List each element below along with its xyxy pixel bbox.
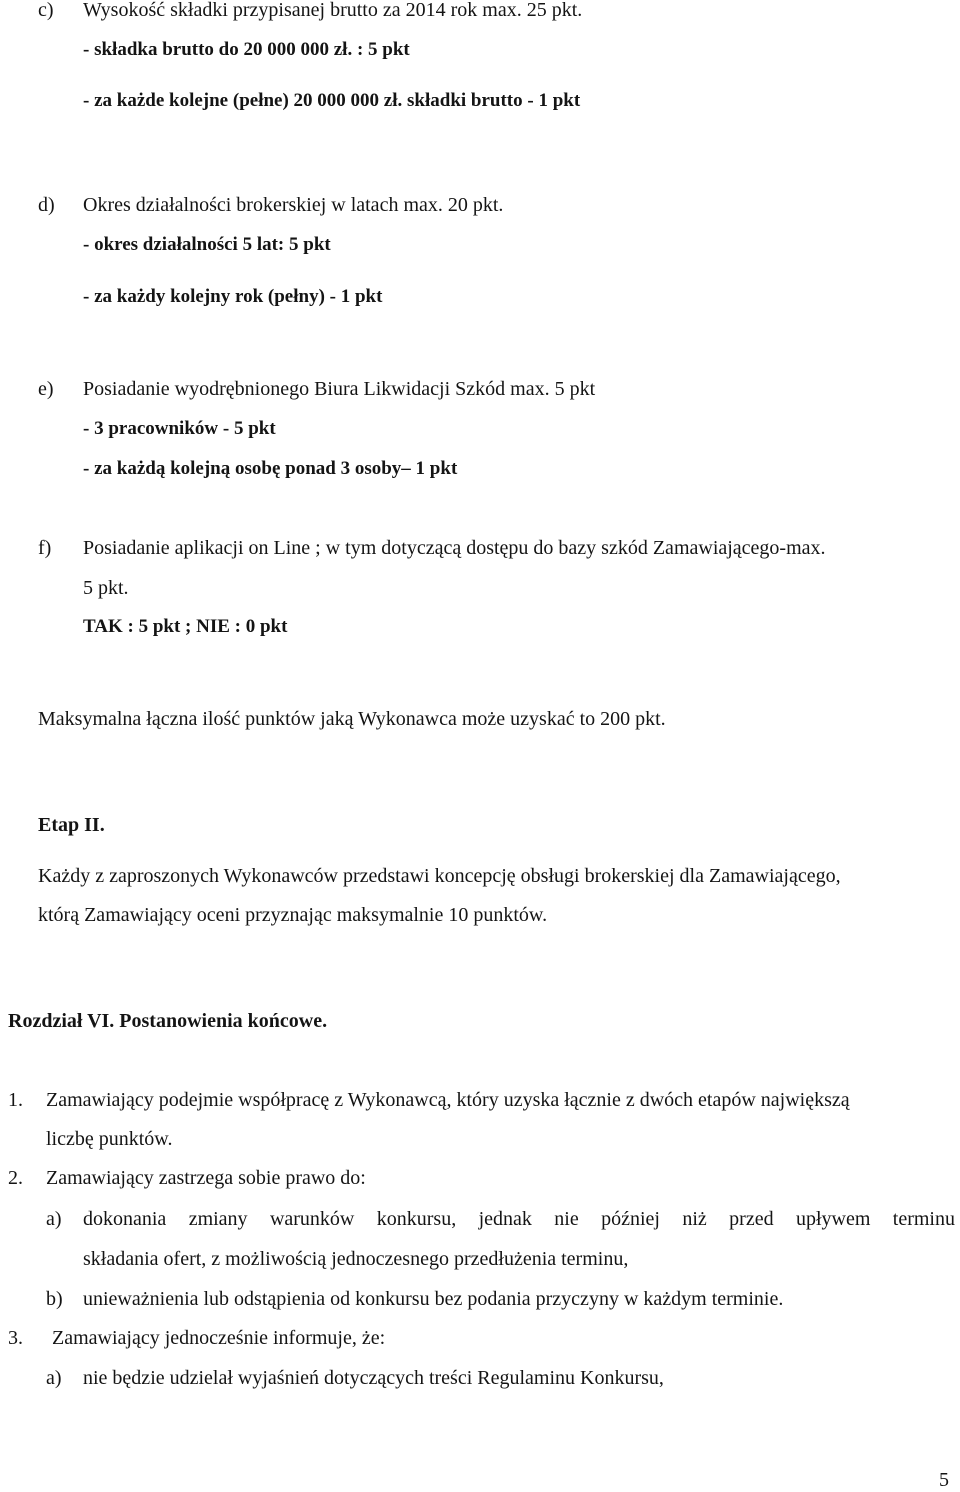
section-d-title: Okres działalności brokerskiej w latach max. 20 pkt. [83,194,504,216]
section-f-title-cont: 5 pkt. [83,577,129,599]
p2-b-text: unieważnienia lub odstąpienia od konkursu bez podania przyczyny w każdym terminie. [83,1288,784,1310]
p2-a-marker: a) [46,1208,62,1230]
section-c-marker: c) [38,0,54,21]
etap2-text-line2: którą Zamawiający oceni przyznając maksymalnie 10 punktów. [38,904,548,926]
section-e-marker: e) [38,378,54,400]
section-c-title: Wysokość składki przypisanej brutto za 2014 rok max. 25 pkt. [83,0,583,21]
section-d-marker: d) [38,194,55,216]
p3-number: 3. [8,1327,23,1349]
p2-b-marker: b) [46,1288,63,1310]
section-f-title: Posiadanie aplikacji on Line ; w tym dotyczącą dostępu do bazy szkód Zamawiającego-max. [83,537,826,559]
etap2-heading: Etap II. [38,814,105,836]
p1-line1: Zamawiający podejmie współpracę z Wykonawcą, który uzyska łącznie z dwóch etapów największą [46,1089,850,1111]
p1-line2: liczbę punktów. [46,1128,173,1150]
max-points-text: Maksymalna łączna ilość punktów jaką Wykonawca może uzyskać to 200 pkt. [38,708,666,730]
section-f-item-1: TAK : 5 pkt ; NIE : 0 pkt [83,616,288,637]
etap2-text-line1: Każdy z zaproszonych Wykonawców przedstawi koncepcję obsługi brokerskiej dla Zamawiającego, [38,865,841,887]
section-d-item-1: - okres działalności 5 lat: 5 pkt [83,234,331,255]
section-e-item-1: - 3 pracowników - 5 pkt [83,418,276,439]
section-c-item-1: - składka brutto do 20 000 000 zł. : 5 pkt [83,39,410,60]
section-c-item-2: - za każde kolejne (pełne) 20 000 000 zł. składki brutto - 1 pkt [83,90,581,111]
p2-a-line1: dokonania zmiany warunków konkursu, jednak nie później niż przed upływem terminu [83,1208,955,1230]
section-d-item-2: - za każdy kolejny rok (pełny) - 1 pkt [83,286,383,307]
page-number: 5 [939,1469,949,1491]
chapter6-heading: Rozdział VI. Postanowienia końcowe. [8,1010,328,1032]
p3-a-marker: a) [46,1367,62,1389]
section-e-item-2: - za każdą kolejną osobę ponad 3 osoby– 1 pkt [83,458,458,479]
p1-number: 1. [8,1089,23,1111]
p2-number: 2. [8,1167,23,1189]
section-f-marker: f) [38,537,52,559]
p3-text: Zamawiający jednocześnie informuje, że: [52,1327,386,1349]
p2-a-line2: składania ofert, z możliwością jednoczesnego przedłużenia terminu, [83,1248,629,1270]
section-e-title: Posiadanie wyodrębnionego Biura Likwidacji Szkód max. 5 pkt [83,378,596,400]
p3-a-text: nie będzie udzielał wyjaśnień dotyczących treści Regulaminu Konkursu, [83,1367,664,1389]
p2-text: Zamawiający zastrzega sobie prawo do: [46,1167,366,1189]
